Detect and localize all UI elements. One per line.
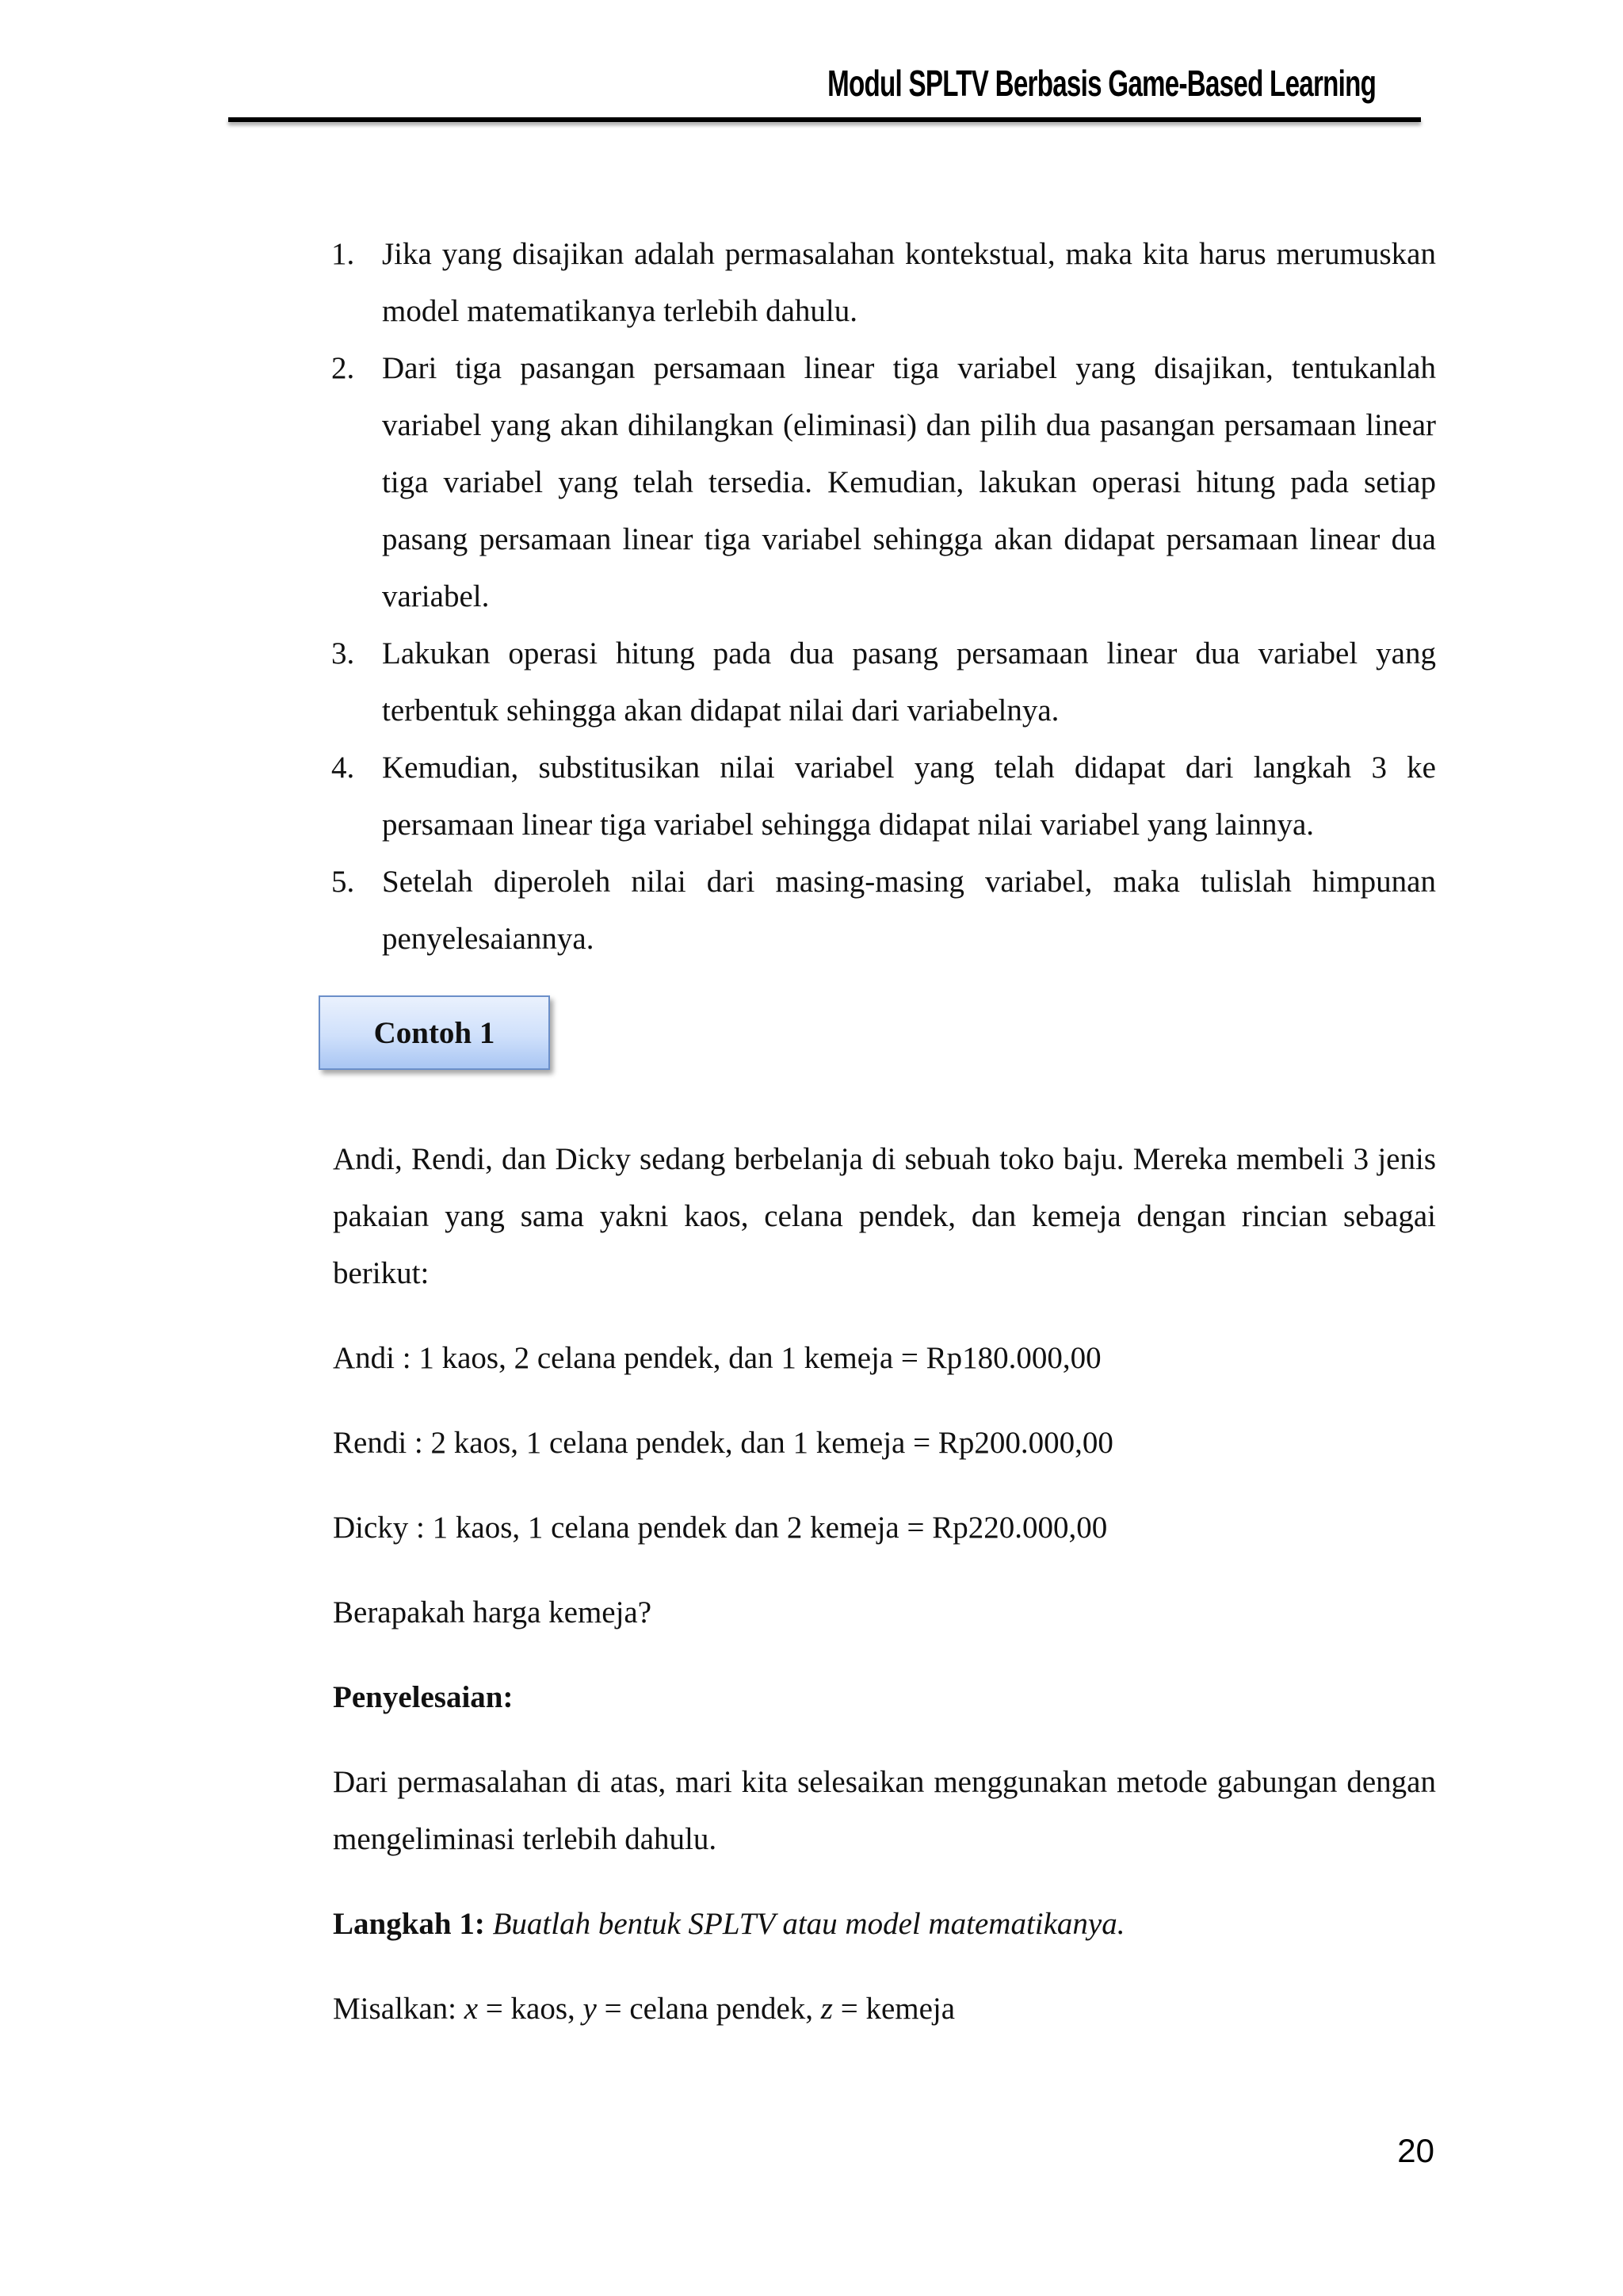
list-item bbox=[331, 625, 1436, 739]
list-item bbox=[331, 340, 1436, 625]
definition-y: = celana pendek, bbox=[596, 1992, 821, 2026]
list-item-number: 4. bbox=[331, 751, 355, 785]
solution-step-1 bbox=[333, 1896, 1436, 1953]
list-item-text: Jika yang disajikan adalah permasalahan kontekstual, maka kita harus merumuskan model matematikanya terlebih dahulu. bbox=[382, 237, 1436, 328]
example-question: Berapakah harga kemeja? bbox=[333, 1595, 652, 1629]
example-dicky: Dicky : 1 kaos, 1 celana pendek dan 2 kemeja = Rp220.000,00 bbox=[333, 1511, 1108, 1545]
list-item-text: Dari tiga pasangan persamaan linear tiga variabel yang disajikan, tentukanlah variabel yang akan dihilangkan (eliminasi) dan pilih dua pasangan persamaan linear tiga variabel yang telah tersedia. Kemudian, lakukan operasi hitung pada setiap pasang persamaan linear tiga variabel sehingga akan didapat persamaan linear dua variabel. bbox=[382, 351, 1436, 613]
list-item-number: 5. bbox=[331, 865, 355, 899]
solution-intro: Dari permasalahan di atas, mari kita selesaikan menggunakan metode gabungan dengan mengeliminasi terlebih dahulu. bbox=[333, 1765, 1436, 1856]
definition-z: = kemeja bbox=[832, 1992, 956, 2026]
steps-list bbox=[331, 226, 1436, 968]
running-header-title: Modul SPLTV Berbasis Game-Based Learning bbox=[827, 63, 1376, 104]
variable-definitions bbox=[333, 1981, 1436, 2038]
example-intro: Andi, Rendi, dan Dicky sedang berbelanja di sebuah toko baju. Mereka membeli 3 jenis pakaian yang sama yakni kaos, celana pendek, dan kemeja dengan rincian sebagai berikut: bbox=[333, 1142, 1436, 1290]
list-item-text: Lakukan operasi hitung pada dua pasang persamaan linear dua variabel yang terbentuk sehingga akan didapat nilai dari variabelnya. bbox=[382, 636, 1436, 728]
step-1-text: Buatlah bentuk SPLTV atau model matematikanya. bbox=[484, 1907, 1125, 1941]
example-label-box bbox=[319, 995, 550, 1070]
header-rule bbox=[228, 117, 1421, 122]
solution-heading: Penyelesaian: bbox=[333, 1680, 514, 1714]
list-item-text: Setelah diperoleh nilai dari masing-masing variabel, maka tulislah himpunan penyelesaiannya. bbox=[382, 865, 1436, 956]
example-andi: Andi : 1 kaos, 2 celana pendek, dan 1 kemeja = Rp180.000,00 bbox=[333, 1341, 1102, 1375]
page-number: 20 bbox=[1397, 2132, 1434, 2169]
let-label: Misalkan: bbox=[333, 1992, 464, 2026]
list-item-number: 3. bbox=[331, 636, 355, 670]
example-label: Contoh 1 bbox=[373, 1015, 495, 1050]
definition-x: = kaos, bbox=[478, 1992, 583, 2026]
list-item bbox=[331, 854, 1436, 968]
example-rendi: Rendi : 2 kaos, 1 celana pendek, dan 1 kemeja = Rp200.000,00 bbox=[333, 1426, 1113, 1460]
list-item-number: 2. bbox=[331, 351, 355, 385]
variable-x: x bbox=[464, 1992, 479, 2026]
list-item bbox=[331, 226, 1436, 340]
variable-y: y bbox=[582, 1992, 597, 2026]
list-item-text: Kemudian, substitusikan nilai variabel yang telah didapat dari langkah 3 ke persamaan linear tiga variabel sehingga didapat nilai variabel yang lainnya. bbox=[382, 751, 1436, 842]
list-item-number: 1. bbox=[331, 237, 355, 271]
variable-z: z bbox=[820, 1992, 833, 2026]
step-1-label: Langkah 1: bbox=[333, 1907, 485, 1941]
list-item bbox=[331, 739, 1436, 854]
